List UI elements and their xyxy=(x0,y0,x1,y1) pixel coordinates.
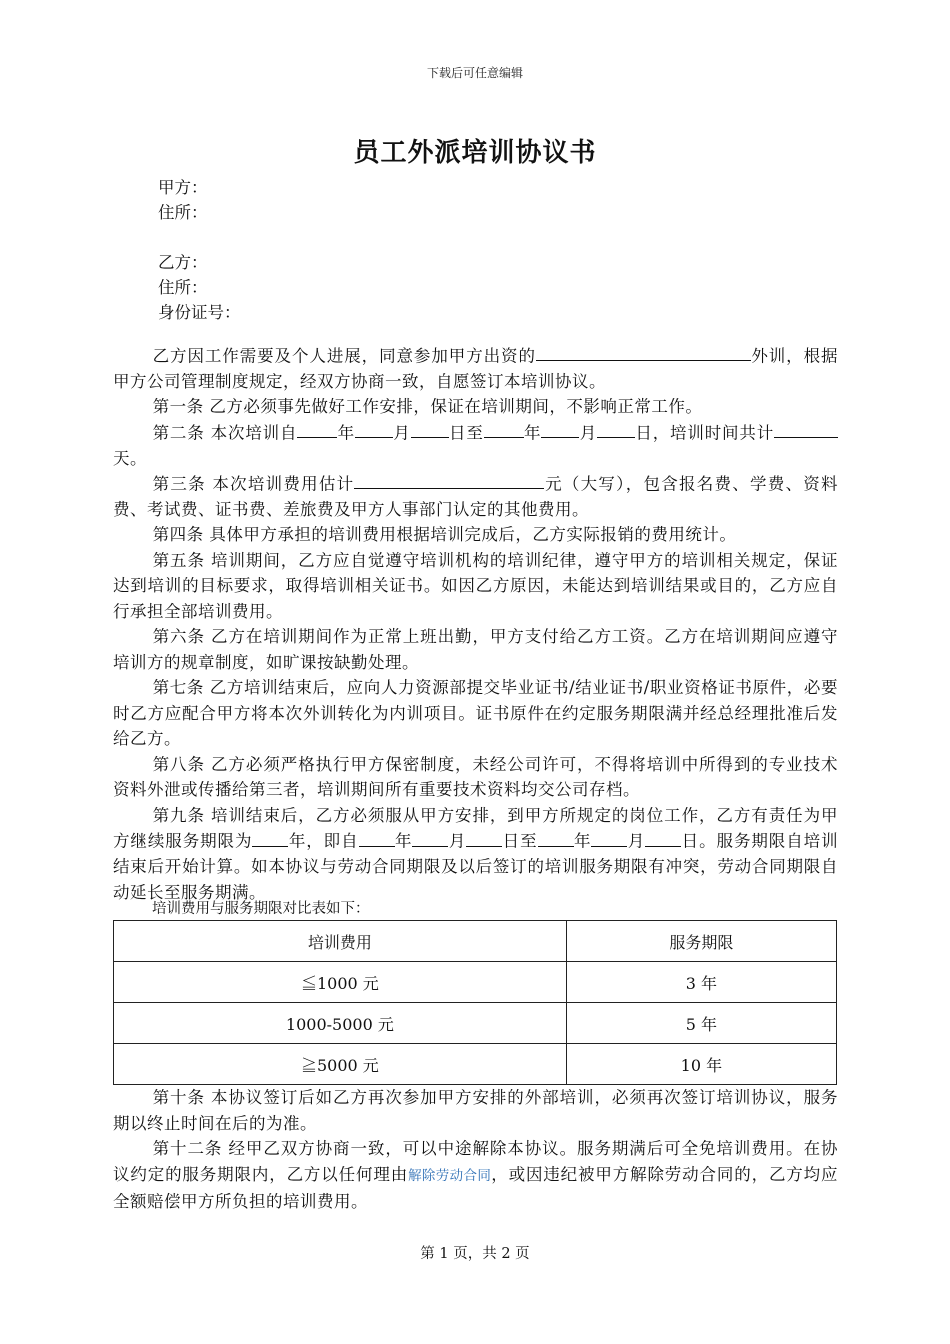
terminate-contract-link[interactable]: 解除劳动合同 xyxy=(408,1167,492,1184)
start-year-blank xyxy=(297,420,337,438)
art2-day-end: 日，培训时间共计 xyxy=(635,423,775,443)
art9-d2: 日。 xyxy=(681,831,717,851)
art9-prefix: 第九条 培训结束后，乙方必须服从甲方安排，到甲方所规定的岗位工作，乙方有责任为甲方继续服务期限为 xyxy=(113,805,838,851)
agreement-body-continued xyxy=(113,1085,838,1215)
party-a-block xyxy=(158,175,208,225)
art2-days: 天。 xyxy=(113,448,147,468)
party-b-id-label: 身份证号： xyxy=(158,303,241,322)
table-header-row xyxy=(114,921,837,962)
art9-m2: 月 xyxy=(627,831,646,851)
svc-start-month-blank xyxy=(412,828,448,846)
svc-end-day-blank xyxy=(645,828,681,846)
svc-start-year-blank xyxy=(359,828,395,846)
end-year-blank xyxy=(484,420,524,438)
article-3 xyxy=(113,471,838,522)
article-7: 第七条 乙方培训结束后，应向人力资源部提交毕业证书/结业证书/职业资格证书原件，必要时乙方应配合甲方将本次外训转化为内训项目。证书原件在约定服务期限满并经总经理批准后发给乙方。 xyxy=(113,678,838,749)
table-header-fee: 培训费用 xyxy=(114,921,567,962)
page-title: 员工外派培训协议书 xyxy=(353,138,597,168)
table-row xyxy=(114,1044,837,1085)
svc-end-year-blank xyxy=(538,828,574,846)
art9-d1: 日至 xyxy=(502,831,538,851)
table-row xyxy=(114,962,837,1003)
art2-prefix: 第二条 本次培训自 xyxy=(152,423,298,443)
article-8: 第八条 乙方必须严格执行甲方保密制度，未经公司许可，不得将培训中所得到的专业技术资料外泄或传播给第三者，培训期间所有重要技术资料均交公司存档。 xyxy=(113,754,838,800)
table-cell-period: 3 年 xyxy=(566,962,836,1003)
svc-end-month-blank xyxy=(591,828,627,846)
art2-month: 月 xyxy=(393,423,411,443)
art9-y1: 年 xyxy=(394,831,413,851)
party-b-address-label: 住所： xyxy=(158,278,208,297)
fee-estimate-blank xyxy=(354,471,544,489)
table-cell-fee: ≦1000 元 xyxy=(114,962,567,1003)
article-6: 第六条 乙方在培训期间作为正常上班出勤，甲方支付给乙方工资。乙方在培训期间应遵守培训方的规章制度，如旷课按缺勤处理。 xyxy=(113,627,838,672)
intro-text-2: 外训，根据甲方公司管理制度规定，经双方协商一致，自愿签订本培训协议。 xyxy=(113,346,839,391)
end-day-blank xyxy=(597,420,635,438)
table-cell-period: 10 年 xyxy=(566,1044,836,1085)
article-10: 第十条 本协议签订后如乙方再次参加甲方安排的外部培训，必须再次签订培训协议，服务期以终止时间在后的为准。 xyxy=(113,1088,838,1133)
table-row xyxy=(114,1003,837,1044)
party-b-name-label: 乙方： xyxy=(158,253,208,272)
start-month-blank xyxy=(355,420,393,438)
svc-start-day-blank xyxy=(466,828,502,846)
art9-tail: 服务期限自培训结束后开始计算。如本协议与劳动合同期限及以后签订的培训服务期限有冲突，劳动合同期限自动延长至服务期满。 xyxy=(113,831,839,902)
table-cell-fee: 1000-5000 元 xyxy=(114,1003,567,1044)
table-header-period: 服务期限 xyxy=(566,921,836,962)
table-cell-fee: ≧5000 元 xyxy=(114,1044,567,1085)
art12-text-2: ，或因违纪被甲方解除劳动合同的，乙方均应全额赔偿甲方所负担的培训费用。 xyxy=(113,1164,839,1211)
service-years-blank xyxy=(252,828,288,846)
art2-year2: 年 xyxy=(523,423,542,443)
page-number: 第 1 页，共 2 页 xyxy=(420,1246,530,1262)
art3-suffix: 元（大写），包含报名费、学费、资料费、考试费、证书费、差旅费及甲方人事部门认定的其他费用。 xyxy=(113,474,838,519)
article-4: 第四条 具体甲方承担的培训费用根据培训完成后，乙方实际报销的费用统计。 xyxy=(152,525,737,545)
intro-paragraph xyxy=(113,343,838,394)
art12-text-1: 第十二条 经甲乙双方协商一致，可以中途解除本协议。服务期满后可全免培训费用。在协议约定的服务期限内，乙方以任何理由 xyxy=(113,1139,838,1184)
art2-day-to: 日至 xyxy=(448,423,484,443)
article-2 xyxy=(113,420,838,471)
agreement-body xyxy=(113,343,838,905)
art3-prefix: 第三条 本次培训费用估计 xyxy=(152,474,355,494)
art9-years: 年，即自 xyxy=(288,831,359,851)
fee-service-table xyxy=(113,920,837,1085)
article-5: 第五条 培训期间，乙方应自觉遵守培训机构的培训纪律，遵守甲方的培训相关规定，保证达到培训的目标要求，取得培训相关证书。如因乙方原因，未能达到培训结果或目的，乙方应自行承担全部培训费用。 xyxy=(113,550,838,621)
end-month-blank xyxy=(541,420,579,438)
article-9 xyxy=(113,803,838,905)
party-b-block xyxy=(158,250,241,325)
article-12 xyxy=(113,1136,838,1215)
table-caption: 培训费用与服务期限对比表如下： xyxy=(152,901,370,917)
intro-text-1: 乙方因工作需要及个人进展，同意参加甲方出资的 xyxy=(152,346,536,366)
art2-year: 年 xyxy=(337,423,356,443)
investment-blank xyxy=(536,343,751,361)
download-note: 下载后可任意编辑 xyxy=(426,66,523,80)
art9-y2: 年 xyxy=(573,831,592,851)
art2-month2: 月 xyxy=(579,423,598,443)
start-day-blank xyxy=(411,420,449,438)
days-blank xyxy=(774,420,838,438)
art9-m1: 月 xyxy=(448,831,467,851)
article-1: 第一条 乙方必须事先做好工作安排，保证在培训期间，不影响正常工作。 xyxy=(152,397,703,417)
table-cell-period: 5 年 xyxy=(566,1003,836,1044)
party-a-address-label: 住所： xyxy=(158,203,208,222)
party-a-name-label: 甲方： xyxy=(158,178,208,197)
